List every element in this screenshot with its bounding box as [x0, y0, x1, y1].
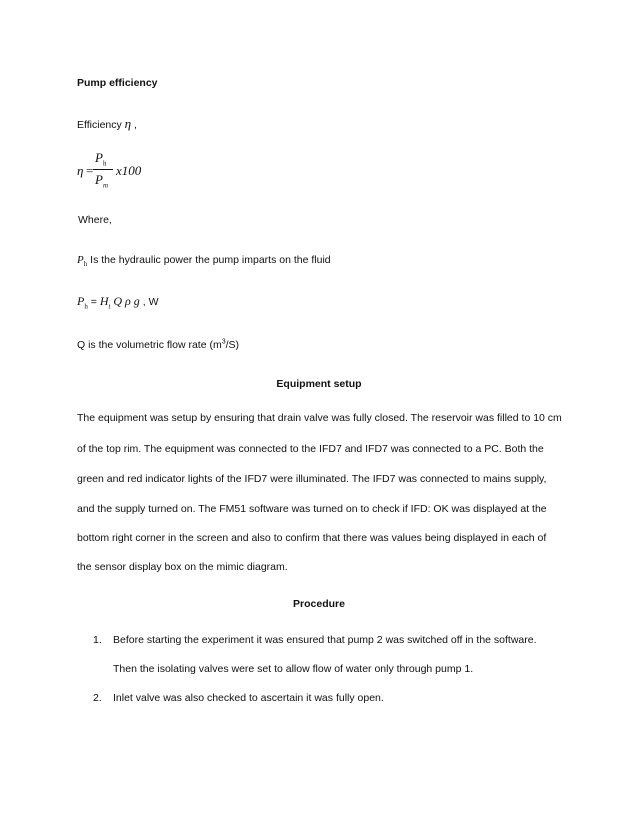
efficiency-label-line — [77, 116, 137, 132]
efficiency-label: Efficiency — [77, 119, 122, 131]
section-heading-procedure: Procedure — [293, 598, 345, 610]
q-definition-tail: /S) — [225, 339, 240, 351]
formula-lhs: η — [77, 163, 84, 178]
paragraph-line: of the top rim. The equipment was connected to the IFD7 and IFD7 was connected to a PC. Both the — [77, 443, 544, 455]
fraction-bar — [93, 169, 113, 170]
ph-symbol: $P_h$ — [77, 254, 88, 269]
q-definition-sup: 3 — [221, 338, 226, 346]
list-item-number: 1. — [93, 634, 102, 646]
where-label: Where, — [78, 214, 112, 226]
ph-formula-rest: Q ρ g — [113, 294, 140, 308]
ph-formula — [77, 294, 158, 309]
section-heading-pump-efficiency: Pump efficiency — [77, 77, 158, 89]
list-item-line: Before starting the experiment it was ensured that pump 2 was switched off in the software. — [113, 634, 537, 646]
paragraph-line: green and red indicator lights of the IFD7 were illuminated. The IFD7 was connected to mains supply, — [77, 473, 547, 485]
paragraph-line: and the supply turned on. The FM51 software was turned on to check if IFD: OK was displayed at the — [77, 503, 547, 515]
paragraph-line: bottom right corner in the screen and also to confirm that there was values being displayed in each of — [77, 532, 547, 544]
formula-numerator: $P_h$ — [95, 150, 107, 168]
list-item-line: Then the isolating valves were set to allow flow of water only through pump 1. — [113, 663, 474, 675]
ph-definition — [77, 254, 331, 269]
q-definition — [77, 339, 239, 351]
list-item-line: Inlet valve was also checked to ascertain it was fully open. — [113, 692, 384, 704]
formula-denominator: $P_m$ — [95, 172, 109, 190]
efficiency-symbol: η — [124, 116, 132, 131]
section-heading-equipment-setup: Equipment setup — [276, 378, 362, 390]
ph-formula-equals: = — [90, 296, 97, 308]
formula-equals: = — [86, 163, 94, 178]
formula-multiplier: x100 — [116, 163, 142, 178]
ph-formula-unit: , W — [142, 296, 159, 308]
q-definition-text: Q is the volumetric flow rate (m — [77, 339, 222, 351]
paragraph-line: The equipment was setup by ensuring that drain valve was fully closed. The reservoir was filled to 10 cm — [77, 412, 562, 424]
efficiency-comma: , — [134, 119, 137, 131]
paragraph-line: the sensor display box on the mimic diagram. — [77, 561, 288, 573]
ph-formula-head: $H_t$ — [99, 294, 111, 311]
list-item-number: 2. — [93, 692, 102, 704]
ph-formula-lhs: $P_h$ — [77, 294, 88, 311]
ph-definition-text: Is the hydraulic power the pump imparts on the fluid — [90, 254, 331, 266]
